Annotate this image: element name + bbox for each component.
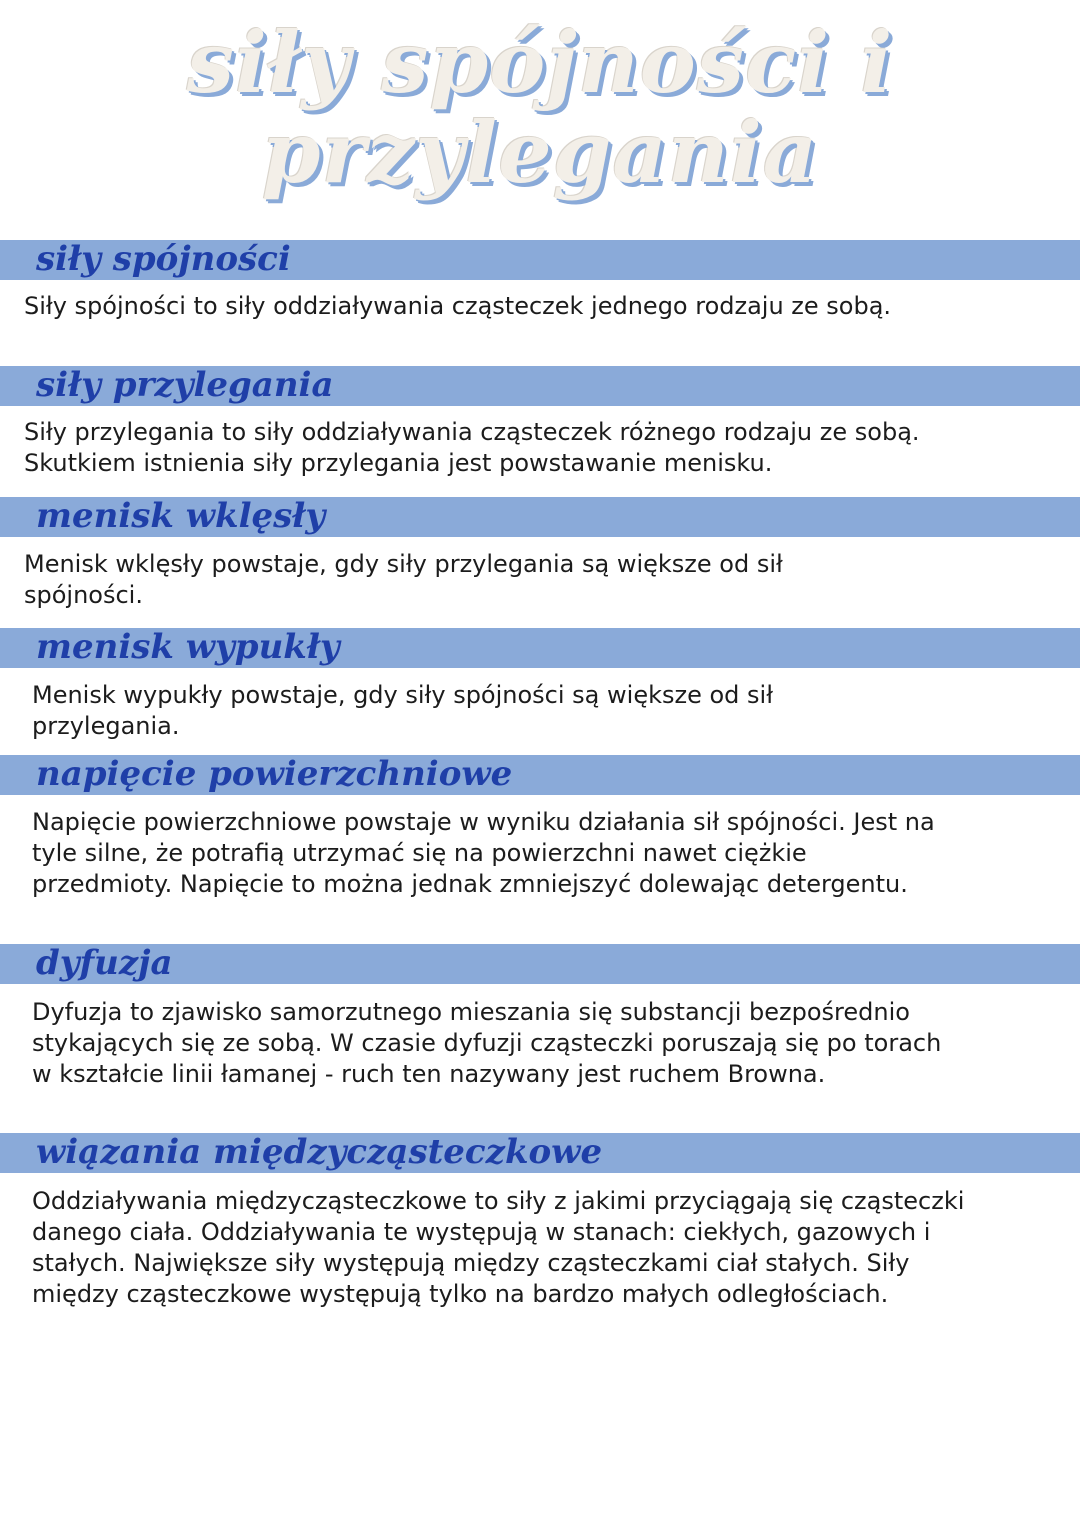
section-heading: siły spójności <box>36 239 291 279</box>
section-text: Menisk wypukły powstaje, gdy siły spójności są większe od sił przylegania. <box>32 681 774 740</box>
section-text: Dyfuzja to zjawisko samorzutnego mieszania się substancji bezpośrednio stykających się ze sobą. W czasie dyfuzji cząsteczki poruszają się po torach w kształcie linii łamanej - ruch ten nazywany jest ruchem Browna. <box>32 998 942 1088</box>
section-text: Napięcie powierzchniowe powstaje w wyniku działania sił spójności. Jest na tyle silne, że potrafią utrzymać się na powierzchni nawet ciężkie przedmioty. Napięcie to można jednak zmniejszyć dolewając detergentu. <box>32 808 935 898</box>
section-text: Menisk wklęsły powstaje, gdy siły przylegania są większe od sił spójności. <box>24 550 783 609</box>
title-line-1: siły spójności i <box>186 13 894 112</box>
section-text: Siły spójności to siły oddziaływania cząsteczek jednego rodzaju ze sobą. <box>24 292 892 320</box>
section-heading: napięcie powierzchniowe <box>36 754 513 794</box>
section-heading: menisk wklęsły <box>36 496 326 536</box>
title-line-2: przylegania <box>261 103 819 202</box>
section-text: Siły przylegania to siły oddziaływania cząsteczek różnego rodzaju ze sobą. Skutkiem istnienia siły przylegania jest powstawanie menisku. <box>24 418 920 477</box>
section-heading: menisk wypukły <box>36 627 340 667</box>
section-heading: wiązania międzycząsteczkowe <box>36 1132 603 1172</box>
page-title <box>0 13 1080 202</box>
section-text: Oddziaływania międzycząsteczkowe to siły z jakimi przyciągają się cząsteczki danego ciała. Oddziaływania te występują w stanach: ciekłych, gazowych i stałych. Największe siły występują między cząsteczkami ciał stałych. Siły między cząsteczkowe występują tylko na bardzo małych odległościach. <box>32 1187 965 1308</box>
section-heading: dyfuzja <box>36 943 173 983</box>
section-heading: siły przylegania <box>36 365 334 405</box>
